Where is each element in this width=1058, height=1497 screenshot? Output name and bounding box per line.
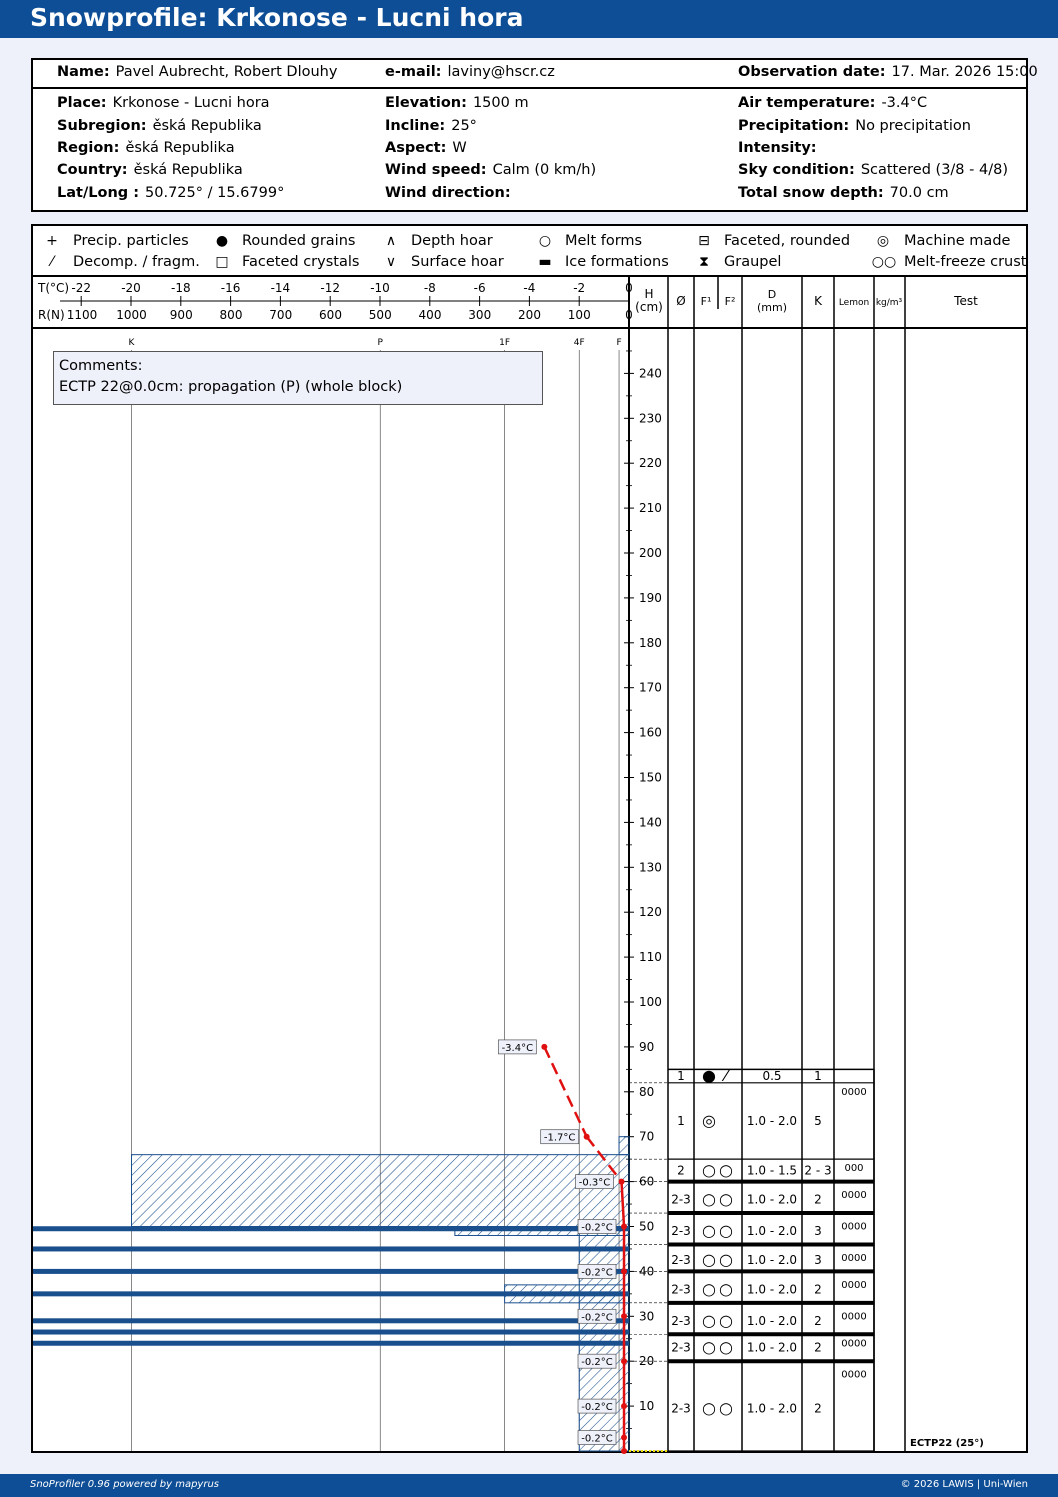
page-title: Snowprofile: Krkonose - Lucni hora: [30, 3, 524, 32]
caret-down-icon: ∨: [385, 254, 397, 270]
temperature-label: -0.2°C: [581, 1267, 613, 1279]
footer-bar: [0, 1474, 1058, 1497]
temperature-point: [621, 1224, 627, 1230]
plus-icon: +: [46, 233, 58, 249]
filled-circle-icon: ●: [702, 1066, 716, 1086]
layer-grain-size: 2-3: [671, 1223, 691, 1238]
r-axis-label: R(N): [38, 308, 65, 322]
ice-lens-bar: [33, 1246, 629, 1251]
footer-right: © 2026 LAWIS | Uni-Wien: [900, 1479, 1028, 1490]
circle-icon: ○: [702, 1189, 716, 1209]
h-tick-label: 40: [639, 1264, 655, 1279]
r-tick-label: 1000: [116, 308, 147, 322]
layer-diameter: 1.0 - 2.0: [746, 1401, 798, 1416]
t-tick-label: -18: [170, 281, 191, 295]
layer-diameter: 1.0 - 2.0: [746, 1113, 798, 1128]
layer-hardness: 2: [814, 1401, 822, 1416]
diameter-header: D: [767, 288, 777, 301]
layer-diameter: 1.0 - 1.5: [746, 1163, 798, 1178]
circle-icon: ○: [719, 1398, 733, 1418]
temperature-point: [621, 1268, 627, 1274]
precipitation: Precipitation: No precipitation: [738, 118, 971, 134]
circle-icon: ○: [702, 1250, 716, 1270]
legend-label: Ice formations: [565, 254, 669, 270]
slash-icon: ⁄: [724, 1066, 728, 1086]
legend-label: Machine made: [904, 233, 1011, 249]
t-tick-label: -10: [370, 281, 390, 295]
h-tick-label: 230: [639, 411, 662, 426]
r-tick-label: 1100: [66, 308, 98, 322]
density-header: kg/m³: [875, 298, 903, 308]
hardness-block: [579, 1227, 629, 1452]
test-result-label: ECTP22 (25°): [910, 1438, 984, 1449]
temperature-point: [621, 1313, 627, 1319]
layer-hardness: 2: [814, 1313, 822, 1328]
temperature-point: [619, 1179, 625, 1185]
comments-label: Comments:: [59, 358, 143, 374]
circle-icon: ○: [702, 1337, 716, 1357]
h-tick-label: 80: [639, 1084, 655, 1099]
t-tick-label: -4: [523, 281, 536, 295]
melt-freeze-icon: ○○: [871, 254, 897, 270]
temperature-label: -0.2°C: [581, 1312, 613, 1324]
place: Place: Krkonose - Lucni hora: [57, 95, 270, 111]
t-tick-label: -12: [320, 281, 341, 295]
layer-lemons: 0000: [841, 1252, 867, 1264]
t-tick-label: -16: [220, 281, 241, 295]
temperature-label: -0.2°C: [581, 1222, 613, 1234]
sky-condition: Sky condition: Scattered (3/8 - 4/8): [738, 162, 1008, 178]
r-tick-label: 400: [418, 308, 442, 322]
aspect: Aspect: W: [385, 140, 467, 156]
h-tick-label: 30: [639, 1309, 655, 1324]
t-tick-label: -20: [121, 281, 141, 295]
layer-hardness: 2: [814, 1340, 822, 1355]
faceted-rounded-icon: ⊟: [698, 233, 710, 249]
legend-label: Surface hoar: [411, 254, 504, 270]
temperature-point: [621, 1358, 627, 1364]
layer-diameter: 1.0 - 2.0: [746, 1340, 798, 1355]
form2-header: F²: [724, 295, 736, 308]
grain-size-header: Ø: [676, 294, 686, 308]
hardness-tick-label: 1F: [499, 338, 511, 348]
circle-icon: ○: [702, 1220, 716, 1240]
h-tick-label: 210: [639, 501, 662, 516]
hardness-block: [619, 1137, 629, 1155]
region: Region: ěská Republika: [57, 140, 235, 156]
layer-hardness: 2: [814, 1282, 822, 1297]
layer-diameter: 1.0 - 2.0: [746, 1313, 798, 1328]
incline: Incline: 25°: [385, 118, 477, 134]
layer-diameter: 1.0 - 2.0: [746, 1282, 798, 1297]
ice-lens-bar: [33, 1341, 629, 1346]
h-tick-label: 70: [639, 1129, 655, 1144]
circle-icon: ○: [719, 1279, 733, 1299]
legend-label: Melt forms: [565, 233, 643, 249]
circle-icon: ○: [702, 1310, 716, 1330]
layer-hardness: 5: [814, 1113, 822, 1128]
wind-direction: Wind direction:: [385, 185, 511, 201]
layer-diameter: 1.0 - 2.0: [746, 1253, 798, 1268]
temperature-label: -1.7°C: [543, 1132, 576, 1144]
h-tick-label: 60: [639, 1174, 655, 1189]
h-tick-label: 120: [639, 905, 662, 920]
legend-label: Faceted, rounded: [724, 233, 851, 249]
layer-hardness: 3: [814, 1253, 822, 1268]
circle-icon: ○: [702, 1160, 716, 1180]
circle-icon: ○: [719, 1337, 733, 1357]
layer-lemons: 0000: [841, 1190, 867, 1202]
subregion: Subregion: ěská Republika: [57, 118, 262, 134]
lat-long: Lat/Long : 50.725° / 15.6799°: [57, 185, 285, 201]
double-circle-icon: ◎: [876, 233, 890, 249]
circle-icon: ○: [719, 1160, 733, 1180]
legend-label: Graupel: [724, 254, 782, 270]
temperature-label: -0.2°C: [581, 1357, 613, 1369]
hardness-tick-label: K: [128, 338, 135, 348]
circle-icon: ○: [719, 1189, 733, 1209]
h-tick-label: 160: [639, 725, 662, 740]
layer-grain-size: 2-3: [671, 1313, 691, 1328]
layer-lemons: 0000: [841, 1221, 867, 1233]
ice-lens-bar: [33, 1291, 629, 1296]
r-tick-label: 300: [468, 308, 492, 322]
layer-grain-size: 2-3: [671, 1253, 691, 1268]
square-icon: □: [215, 254, 229, 270]
h-axis-unit: (cm): [635, 300, 663, 314]
temperature-label: -3.4°C: [501, 1042, 534, 1054]
layer-grain-size: 1: [677, 1069, 685, 1084]
r-tick-label: 0: [625, 308, 633, 322]
r-tick-label: 200: [518, 308, 541, 322]
graupel-icon: ⧗: [699, 254, 709, 270]
observation-date: Observation date: 17. Mar. 2026 15:00: [738, 64, 1038, 80]
t-tick-label: -14: [270, 281, 291, 295]
diameter-unit: (mm): [756, 301, 788, 314]
layer-grain-size: 2-3: [671, 1192, 691, 1207]
layer-diameter: 1.0 - 2.0: [746, 1192, 798, 1207]
h-tick-label: 170: [639, 680, 662, 695]
temperature-label: -0.2°C: [581, 1402, 613, 1414]
ice-lens-bar: [33, 1269, 629, 1274]
h-tick-label: 90: [639, 1039, 655, 1054]
circle-icon: ○: [538, 233, 552, 249]
hardness-tick-label: F: [616, 338, 622, 348]
layer-hardness: 2 - 3: [804, 1163, 832, 1178]
total-snow-depth: Total snow depth: 70.0 cm: [738, 185, 949, 201]
r-tick-label: 600: [319, 308, 342, 322]
ice-lens-bar: [33, 1318, 629, 1323]
temperature-point: [621, 1448, 627, 1454]
r-tick-label: 900: [169, 308, 193, 322]
h-tick-label: 140: [639, 815, 662, 830]
elevation: Elevation: 1500 m: [385, 95, 529, 111]
temperature-point: [584, 1134, 590, 1140]
r-tick-label: 500: [368, 308, 392, 322]
hardness-block: [132, 1155, 630, 1227]
layer-grain-size: 2-3: [671, 1401, 691, 1416]
slash-icon: ⁄: [50, 254, 54, 270]
layer-lemons: 0000: [841, 1369, 867, 1381]
t-tick-label: -8: [423, 281, 436, 295]
temperature-label: -0.2°C: [581, 1433, 613, 1445]
hardness-tick-label: 4F: [573, 338, 585, 348]
layer-grain-size: 2-3: [671, 1282, 691, 1297]
h-tick-label: 240: [639, 366, 662, 381]
circle-icon: ○: [719, 1220, 733, 1240]
form1-header: F¹: [700, 295, 712, 308]
temperature-point: [621, 1435, 627, 1441]
comments-box: [53, 351, 543, 405]
r-tick-label: 700: [269, 308, 293, 322]
temperature-line-segment: [544, 1047, 586, 1137]
intensity: Intensity:: [738, 140, 817, 156]
caret-up-icon: ∧: [385, 233, 397, 249]
comments-text: ECTP 22@0.0cm: propagation (P) (whole block): [59, 379, 403, 395]
temperature-label: -0.3°C: [578, 1177, 611, 1189]
r-tick-label: 100: [567, 308, 591, 322]
h-axis-label: H: [644, 287, 654, 301]
h-tick-label: 100: [639, 995, 662, 1009]
layer-lemons: 0000: [841, 1311, 867, 1323]
air-temperature: Air temperature: -3.4°C: [738, 95, 928, 111]
observer-email: e-mail: laviny@hscr.cz: [385, 64, 555, 80]
legend-label: Depth hoar: [411, 233, 493, 249]
h-tick-label: 150: [639, 770, 662, 785]
t-tick-label: -2: [573, 281, 586, 295]
layer-lemons: 0000: [841, 1338, 867, 1350]
circle-icon: ○: [719, 1250, 733, 1270]
layer-grain-size: 2-3: [671, 1340, 691, 1355]
legend-label: Rounded grains: [242, 233, 356, 249]
h-tick-label: 50: [639, 1219, 655, 1234]
t-tick-label: 0: [625, 281, 633, 295]
legend-label: Decomp. / fragm.: [73, 254, 200, 270]
layer-grain-size: 2: [677, 1163, 685, 1178]
footer-left: SnoProfiler 0.96 powered by mapyrus: [30, 1479, 220, 1490]
t-tick-label: -22: [71, 281, 92, 295]
layer-hardness: 1: [814, 1069, 822, 1084]
layer-hardness: 3: [814, 1223, 822, 1238]
r-tick-label: 800: [219, 308, 243, 322]
h-tick-label: 190: [639, 590, 662, 605]
layer-lemons: 0000: [841, 1279, 867, 1291]
layer-diameter: 0.5: [762, 1069, 782, 1084]
ice-lens-bar: [33, 1226, 629, 1231]
hardness-header: K: [814, 294, 822, 308]
wind-speed: Wind speed: Calm (0 km/h): [385, 162, 597, 178]
lemon-header: Lemon: [838, 298, 870, 308]
observer-name: Name: Pavel Aubrecht, Robert Dlouhy: [57, 64, 338, 80]
layer-lemons: 0000: [841, 1086, 867, 1098]
filled-circle-icon: ●: [215, 233, 229, 249]
temperature-point: [621, 1403, 627, 1409]
circle-icon: ○: [719, 1310, 733, 1330]
h-tick-label: 110: [639, 950, 662, 965]
h-tick-label: 20: [639, 1354, 655, 1369]
hardness-tick-label: P: [377, 338, 383, 348]
t-tick-label: -6: [473, 281, 486, 295]
bar-icon: ▬: [538, 254, 552, 270]
t-axis-label: T(°C): [38, 281, 70, 295]
legend-label: Faceted crystals: [242, 254, 360, 270]
circle-icon: ○: [702, 1279, 716, 1299]
legend-label: Melt-freeze crust: [904, 254, 1027, 270]
h-tick-label: 220: [639, 456, 662, 471]
temperature-point: [541, 1044, 547, 1050]
ice-lens-bar: [33, 1330, 629, 1335]
circle-icon: ○: [702, 1398, 716, 1418]
country: Country: ěská Republika: [57, 162, 243, 178]
h-tick-label: 180: [639, 635, 662, 650]
h-tick-label: 200: [639, 546, 662, 560]
layer-grain-size: 1: [677, 1113, 685, 1128]
layer-lemons: 000: [844, 1163, 864, 1175]
h-tick-label: 130: [639, 860, 662, 875]
layer-hardness: 2: [814, 1192, 822, 1207]
layer-diameter: 1.0 - 2.0: [746, 1223, 798, 1238]
test-header: Test: [954, 294, 978, 308]
h-tick-label: 10: [639, 1399, 655, 1414]
melt-freeze-icon: ◎: [702, 1110, 716, 1130]
legend-label: Precip. particles: [73, 233, 189, 249]
